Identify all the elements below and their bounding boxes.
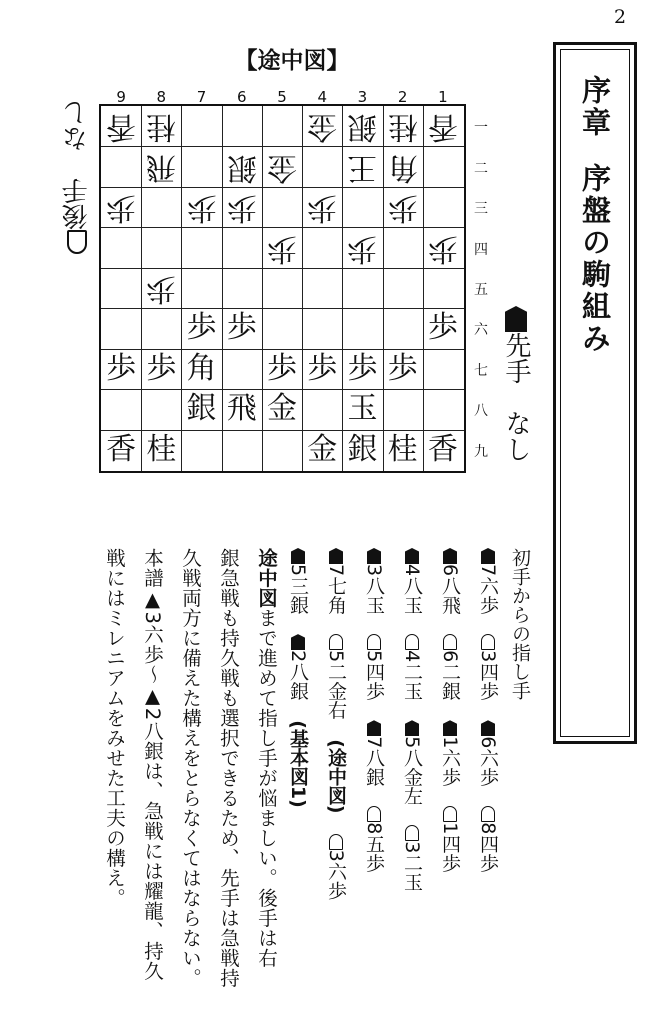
shogi-piece: 歩 xyxy=(307,190,338,226)
shogi-piece: 歩 xyxy=(347,350,378,386)
rank-label: 五 xyxy=(474,282,488,298)
file-label: 7 xyxy=(196,88,207,106)
rank-label: 六 xyxy=(474,322,488,339)
gote-mark-icon xyxy=(443,806,457,822)
shogi-piece: 銀 xyxy=(347,109,378,145)
chapter-number: 序章 xyxy=(578,75,612,139)
chapter-name: 序盤の駒組み xyxy=(578,163,612,355)
move-text: 6六歩 xyxy=(477,736,499,787)
move-text: 5三銀 xyxy=(287,564,309,615)
move-text: 5八金左 xyxy=(401,736,423,806)
shogi-piece: 歩 xyxy=(146,350,177,386)
shogi-piece: 歩 xyxy=(427,310,458,346)
move-note: (途中図) xyxy=(325,739,347,814)
shogi-piece: 歩 xyxy=(106,190,137,226)
commentary-line: 途中図まで進めて指し手が悩ましい。後手は右 xyxy=(255,548,278,968)
shogi-piece: 歩 xyxy=(186,310,217,346)
move-column xyxy=(326,548,345,920)
move-text: 8四歩 xyxy=(477,822,499,873)
move-text: 3六歩 xyxy=(325,849,347,900)
file-label: 1 xyxy=(438,88,448,106)
sente-mark-icon xyxy=(367,548,381,564)
shogi-piece: 玉 xyxy=(347,391,378,427)
gote-mark-icon xyxy=(405,634,419,650)
move-note: (基本図1) xyxy=(287,720,309,808)
shogi-piece: 桂 xyxy=(387,431,418,467)
page-number: 2 xyxy=(613,6,627,28)
shogi-piece: 金 xyxy=(267,391,297,427)
sente-mark-icon xyxy=(405,548,419,564)
move-text: 7六歩 xyxy=(477,564,499,615)
shogi-piece: 歩 xyxy=(387,350,418,386)
shogi-piece: 歩 xyxy=(427,230,458,266)
sente-mark-icon xyxy=(481,548,495,564)
move-text: 3二玉 xyxy=(401,841,423,892)
move-column xyxy=(478,548,497,892)
move-text: 1六歩 xyxy=(439,736,461,787)
commentary-line: 銀急戦も持久戦も選択できるため、先手は急戦持 xyxy=(217,548,240,988)
shogi-board xyxy=(99,104,466,473)
gote-mark-icon xyxy=(481,634,495,650)
rank-label: 八 xyxy=(474,403,488,420)
shogi-piece: 香 xyxy=(106,431,137,467)
diagram-caption: 【途中図】 xyxy=(234,48,350,74)
move-text: 4八玉 xyxy=(401,564,423,615)
shogi-piece: 金 xyxy=(307,431,338,467)
shogi-piece: 歩 xyxy=(307,350,338,386)
shogi-piece: 角 xyxy=(387,149,418,185)
rank-label: 九 xyxy=(474,443,488,460)
move-text: 5四歩 xyxy=(363,650,385,701)
move-column xyxy=(288,548,307,828)
rank-label: 三 xyxy=(474,201,488,218)
file-label: 3 xyxy=(357,88,368,106)
shogi-piece: 銀 xyxy=(186,391,217,427)
commentary-line: 本譜▲3六歩～▲2八銀は、急戦には耀龍、持久 xyxy=(141,548,164,981)
sente-mark-icon xyxy=(443,548,457,564)
sente-mark-icon xyxy=(367,720,381,736)
commentary-line: 久戦両方に備えた構えをとらなくてはならない。 xyxy=(179,548,202,988)
file-label: 2 xyxy=(397,88,408,106)
shogi-piece: 香 xyxy=(427,431,458,467)
gote-hand: 後手 なし xyxy=(58,100,95,254)
shogi-piece: 飛 xyxy=(146,149,177,185)
rank-label: 四 xyxy=(474,241,488,258)
rank-label: 二 xyxy=(474,160,488,177)
gote-mark-icon xyxy=(481,806,495,822)
sente-mark-icon xyxy=(329,548,343,564)
move-text: 3八玉 xyxy=(363,564,385,615)
move-column xyxy=(402,548,421,911)
board-grid-line xyxy=(101,308,464,309)
gote-mark-icon xyxy=(329,634,343,650)
gote-mark-icon xyxy=(367,634,381,650)
shogi-piece: 銀 xyxy=(226,149,257,185)
move-text: 3四歩 xyxy=(477,650,499,701)
shogi-piece: 歩 xyxy=(146,271,177,306)
move-text: 2八銀 xyxy=(287,650,309,701)
shogi-piece: 桂 xyxy=(146,431,177,467)
move-text: 6八飛 xyxy=(439,564,461,615)
move-column xyxy=(440,548,459,892)
chapter-title xyxy=(575,75,616,355)
sente-mark-icon xyxy=(291,548,305,564)
move-text: 6二銀 xyxy=(439,650,461,701)
move-text: 7八銀 xyxy=(363,736,385,787)
sente-mark-icon xyxy=(405,720,419,736)
moves-header: 初手からの指し手 xyxy=(509,548,531,700)
move-text: 1四歩 xyxy=(439,822,461,873)
move-text: 8五歩 xyxy=(363,822,385,873)
shogi-piece: 桂 xyxy=(387,109,418,145)
shogi-piece: 金 xyxy=(307,109,338,145)
shogi-piece: 歩 xyxy=(226,310,257,346)
shogi-piece: 歩 xyxy=(226,190,257,226)
move-text: 7七角 xyxy=(325,564,347,615)
file-label: 4 xyxy=(317,88,327,106)
move-column xyxy=(364,548,383,892)
shogi-piece: 歩 xyxy=(267,350,297,386)
file-label: 5 xyxy=(277,88,287,106)
file-label: 9 xyxy=(116,88,126,106)
shogi-piece: 飛 xyxy=(226,391,257,427)
shogi-piece: 角 xyxy=(186,350,217,386)
shogi-piece: 香 xyxy=(427,109,458,145)
sente-mark-icon xyxy=(505,306,527,332)
sente-hand: 先手 なし xyxy=(498,306,535,462)
sente-mark-icon xyxy=(291,634,305,650)
gote-mark-icon xyxy=(67,230,87,254)
file-label: 8 xyxy=(156,88,167,106)
gote-mark-icon xyxy=(405,825,419,841)
move-text: 5二金右 xyxy=(325,650,347,720)
sente-mark-icon xyxy=(481,720,495,736)
move-text: 4二玉 xyxy=(401,650,423,701)
shogi-piece: 歩 xyxy=(387,190,418,226)
rank-label: 七 xyxy=(474,362,488,379)
shogi-piece: 歩 xyxy=(347,230,378,266)
shogi-piece: 銀 xyxy=(347,431,378,467)
commentary-line: 戦にはミレニアムをみせた工夫の構え。 xyxy=(103,548,126,908)
board-grid-line xyxy=(302,106,303,471)
shogi-piece: 桂 xyxy=(146,109,177,145)
rank-label: 一 xyxy=(474,120,488,137)
sente-mark-icon xyxy=(443,720,457,736)
shogi-piece: 金 xyxy=(267,149,297,185)
chapter-title-box xyxy=(553,42,637,744)
shogi-piece: 歩 xyxy=(186,190,217,226)
gote-mark-icon xyxy=(367,806,381,822)
shogi-piece: 王 xyxy=(347,149,378,185)
shogi-piece: 香 xyxy=(106,109,137,145)
shogi-piece: 歩 xyxy=(267,230,297,266)
gote-mark-icon xyxy=(329,834,343,850)
gote-mark-icon xyxy=(443,634,457,650)
file-label: 6 xyxy=(236,88,247,106)
shogi-piece: 歩 xyxy=(106,350,137,386)
